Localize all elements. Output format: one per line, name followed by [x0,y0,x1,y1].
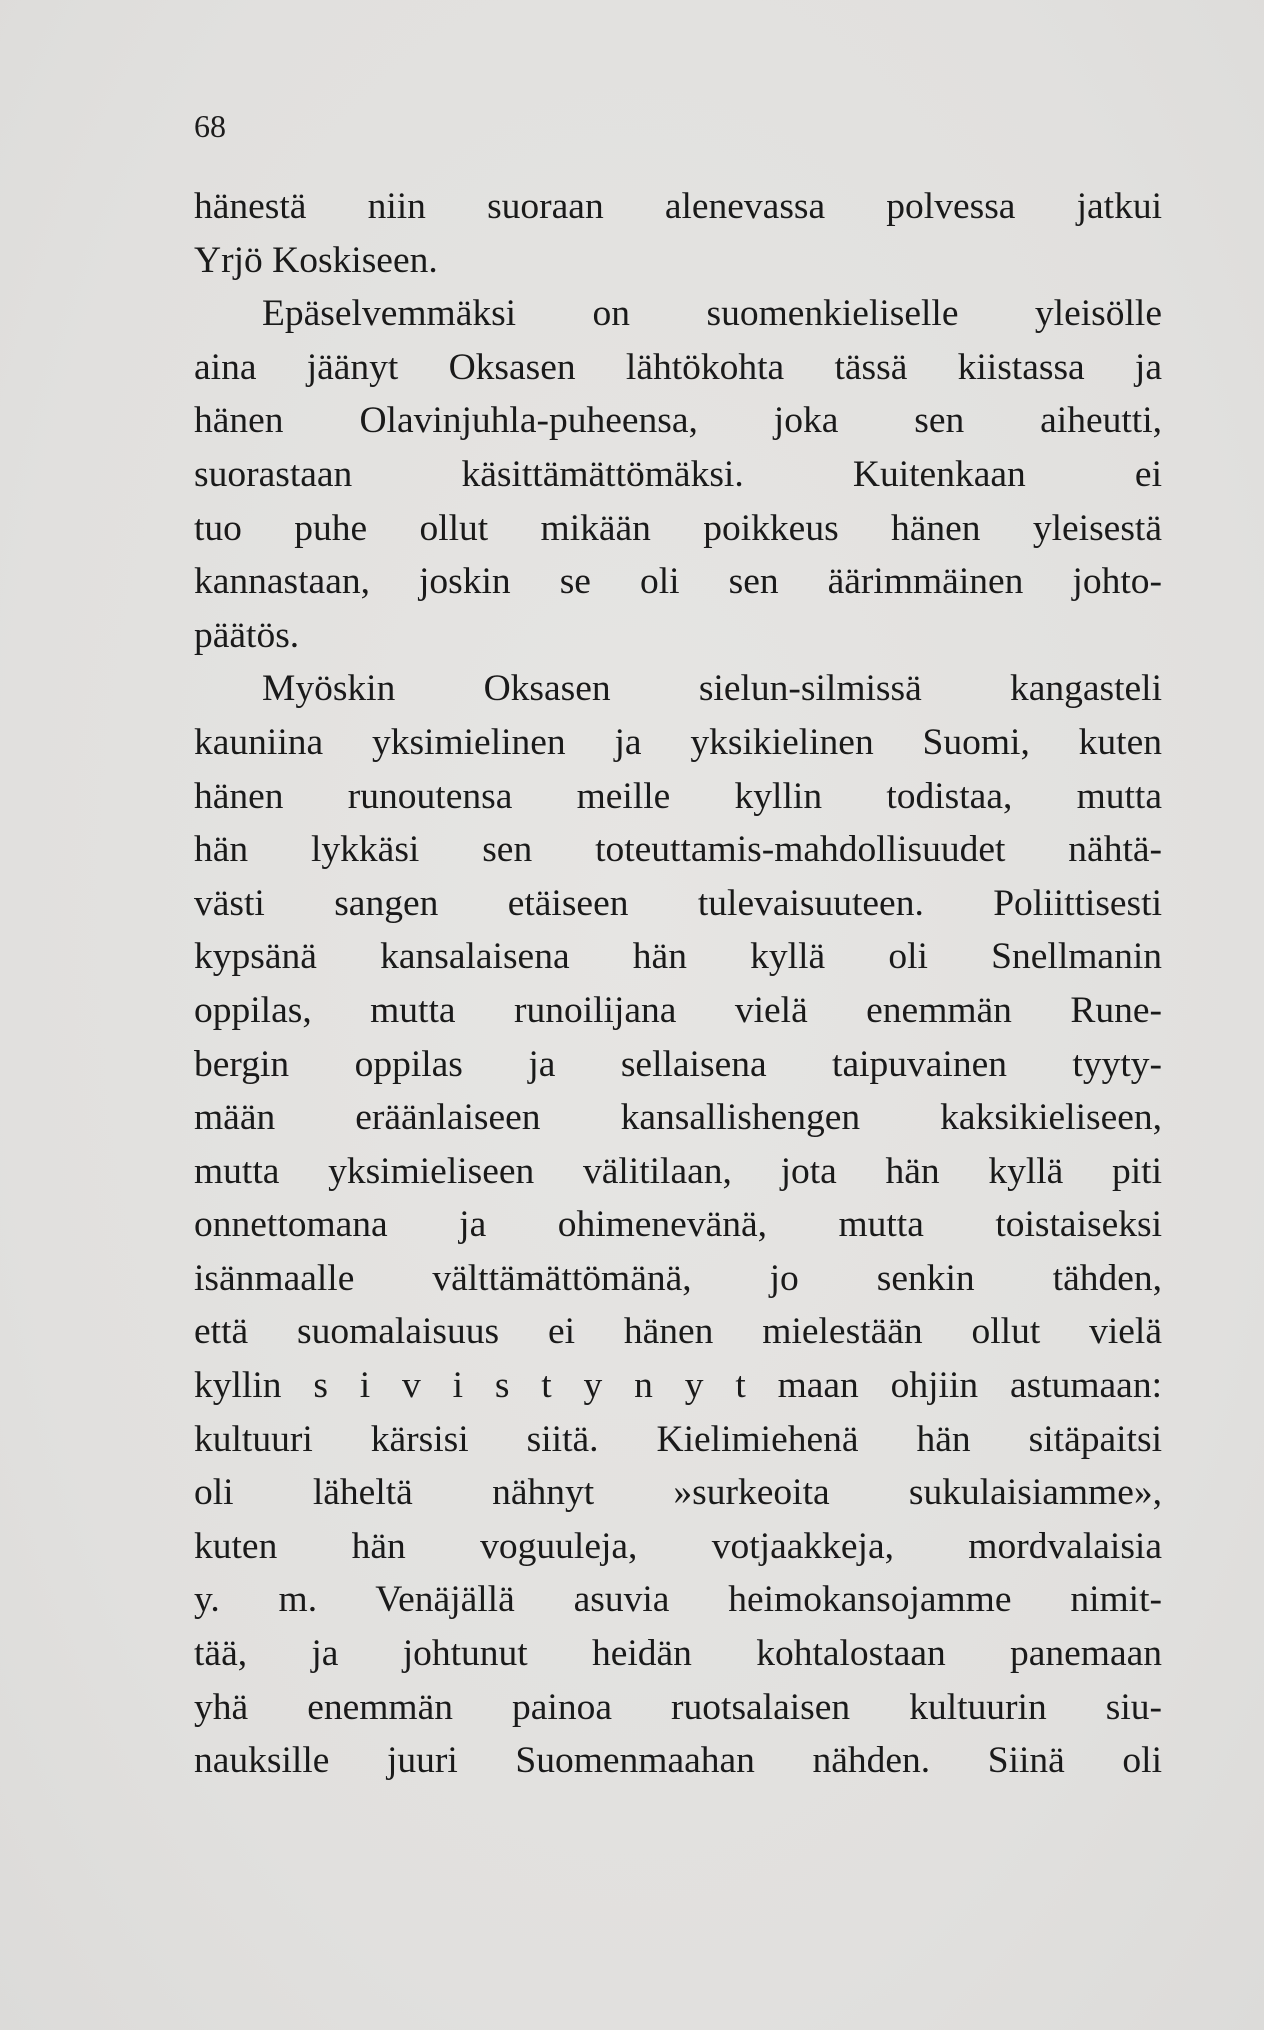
text-line: kyllin s i v i s t y n y t maan ohjiin astumaan: [194,1365,1162,1407]
text-line: hän lykkäsi sen toteuttamis-mahdollisuudet nähtä- [194,829,1162,871]
text-line: isänmaalle välttämättömänä, jo senkin tähden, [194,1257,1162,1299]
text-line: kauniina yksimielinen ja yksikielinen Suomi, kuten [194,721,1162,763]
text-line: yhä enemmän painoa ruotsalaisen kultuurin siu- [194,1686,1162,1728]
text-line: y. m. Venäjällä asuvia heimokansojamme nimit- [194,1579,1162,1621]
text-line: mutta yksimieliseen välitilaan, jota hän kyllä piti [194,1150,1162,1192]
text-line: hänestä niin suoraan alenevassa polvessa jatkui [194,186,1162,227]
text-line: kuten hän voguuleja, votjaakkeja, mordvalaisia [194,1525,1162,1567]
text-line: mään eräänlaiseen kansallishengen kaksikieliseen, [194,1097,1162,1139]
text-line: onnettomana ja ohimenevänä, mutta toistaiseksi [194,1204,1162,1246]
body-text [194,180,1162,1788]
text-line: hänen Olavinjuhla-puheensa, joka sen aiheutti, [194,400,1162,442]
paragraph-start-line: Myöskin Oksasen sielun-silmissä kangasteli [262,668,1162,710]
text-line: oppilas, mutta runoilijana vielä enemmän Rune- [194,989,1162,1031]
text-line: nauksille juuri Suomenmaahan nähden. Siinä oli [194,1740,1162,1782]
text-line: suorastaan käsittämättömäksi. Kuitenkaan ei [194,453,1162,495]
page-number: 68 [194,108,226,144]
text-line: hänen runoutensa meille kyllin todistaa, mutta [194,775,1162,817]
paragraph-start-line: Epäselvemmäksi on suomenkieliselle yleisölle [262,293,1162,335]
text-line: kypsänä kansalaisena hän kyllä oli Snellmanin [194,936,1162,978]
text-line: bergin oppilas ja sellaisena taipuvainen tyyty- [194,1043,1162,1085]
text-line: tuo puhe ollut mikään poikkeus hänen yleisestä [194,507,1162,549]
text-line: oli läheltä nähnyt »surkeoita sukulaisiamme», [194,1472,1162,1514]
text-line: että suomalaisuus ei hänen mielestään ollut vielä [194,1311,1162,1353]
text-line: Yrjö Koskiseen. [194,239,438,281]
text-line: kannastaan, joskin se oli sen äärimmäinen johto- [194,561,1162,603]
text-line: västi sangen etäiseen tulevaisuuteen. Poliittisesti [194,882,1162,924]
text-line: kultuuri kärsisi siitä. Kielimiehenä hän sitäpaitsi [194,1418,1162,1460]
text-line: päätös. [194,614,300,656]
text-line: tää, ja johtunut heidän kohtalostaan panemaan [194,1633,1162,1675]
text-line: aina jäänyt Oksasen lähtökohta tässä kiistassa ja [194,346,1162,388]
